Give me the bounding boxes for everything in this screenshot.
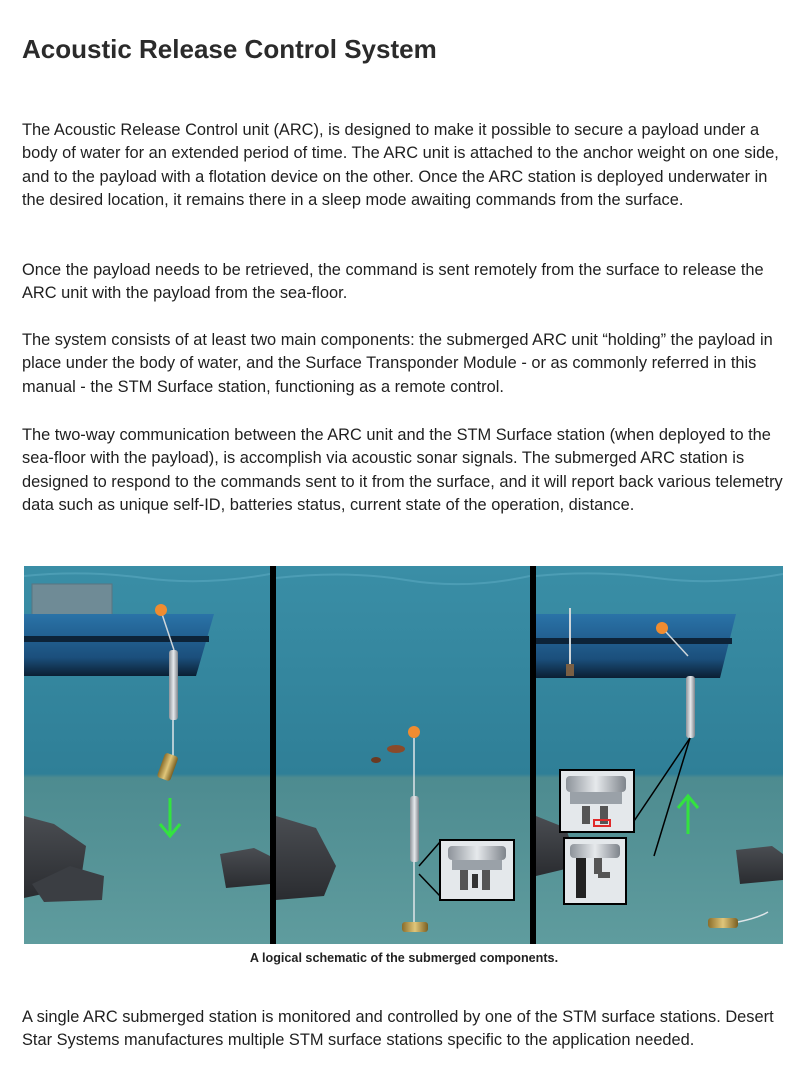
components-paragraph: The system consists of at least two main components: the submerged ARC unit “holding” the payload in place under the body of water, and the Surface Transponder Module - or as commonly referred in this manual - the STM Surface station, functioning as a remote control. xyxy=(22,331,773,396)
page-title: Acoustic Release Control System xyxy=(22,34,437,64)
submerged-panel xyxy=(276,566,530,944)
stm-paragraph: A single ARC submerged station is monitored and controlled by one of the STM surface stations. Desert Star Systems manufactures multiple STM surface stations specific to the application needed. xyxy=(22,1008,774,1050)
fish-icon xyxy=(387,745,405,753)
arc-unit-icon xyxy=(169,650,178,720)
arc-unit-icon xyxy=(686,676,695,738)
payload-icon xyxy=(708,918,738,928)
release-mechanism-inset xyxy=(440,840,514,900)
deployment-panel xyxy=(24,566,270,944)
float-icon xyxy=(408,726,420,738)
retrieval-paragraph: Once the payload needs to be retrieved, the command is sent remotely from the surface to release the ARC unit with the payload from the sea-floor. xyxy=(22,261,764,303)
release-detail-inset-bottom xyxy=(564,838,626,904)
release-panel xyxy=(536,566,783,944)
boat-hull xyxy=(24,614,214,676)
figure-caption: A logical schematic of the submerged components. xyxy=(249,951,559,965)
schematic-figure xyxy=(24,566,783,944)
anchor-weight-icon xyxy=(402,922,428,932)
arc-unit-icon xyxy=(410,796,419,862)
float-icon xyxy=(155,604,167,616)
intro-paragraph: The Acoustic Release Control unit (ARC), is designed to make it possible to secure a payload under a body of water for an extended period of time. The ARC unit is attached to the anchor weight on one side, and to the payload with a flotation device on the other. Once the ARC station is deployed underwater in the desired location, it remains there in a sleep mode awaiting commands from the surface. xyxy=(22,121,779,209)
release-detail-inset-top xyxy=(560,770,634,832)
stm-transducer-icon xyxy=(566,664,574,676)
communication-paragraph: The two-way communication between the ARC unit and the STM Surface station (when deployed to the sea-floor with the payload), is accomplish via acoustic sonar signals. The submerged ARC station is designed to respond to the commands sent to it from the surface, and it will report back various telemetry data such as unique self-ID, batteries status, current state of the operation, distance. xyxy=(22,426,783,514)
